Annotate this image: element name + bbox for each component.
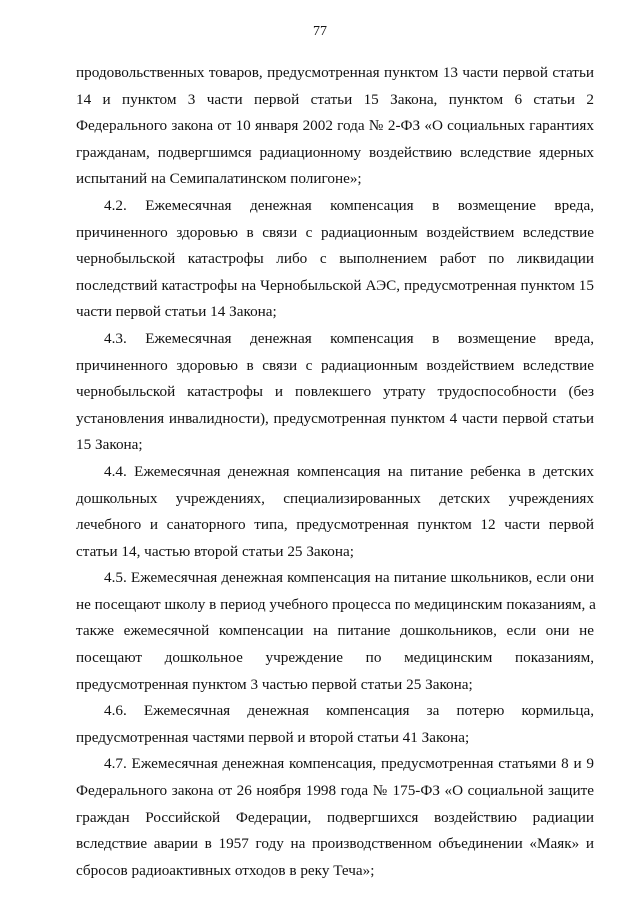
text-line: Федерального закона от 26 ноября 1998 года № 175-ФЗ «О социальной защите [76, 782, 594, 800]
document-body [76, 60, 594, 884]
text-line: причиненного здоровью в связи с радиационным воздействием вследствие [76, 356, 594, 374]
paragraph-4-2 [76, 193, 594, 326]
page-number: 77 [313, 24, 327, 39]
text-line: гражданам, подвергшимся радиационному воздействию вследствие ядерных [76, 143, 594, 161]
text-line: 4.3. Ежемесячная денежная компенсация в возмещение вреда, [104, 329, 594, 347]
text-line: 4.5. Ежемесячная денежная компенсация на питание школьников, если они [104, 569, 594, 587]
text-line: дошкольных учреждениях, специализированных детских учреждениях [76, 489, 594, 507]
text-line: 4.7. Ежемесячная денежная компенсация, предусмотренная статьями 8 и 9 [104, 755, 594, 773]
text-line: 14 и пунктом 3 части первой статьи 15 Закона, пунктом 6 статьи 2 [76, 90, 594, 108]
text-line: не посещают школу в период учебного процесса по медицинским показаниям, а [76, 595, 596, 613]
paragraph-4-5 [76, 565, 594, 698]
text-line: испытаний на Семипалатинском полигоне»; [76, 170, 362, 188]
paragraph-continuation [76, 60, 594, 193]
text-line: 4.4. Ежемесячная денежная компенсация на питание ребенка в детских [104, 462, 594, 480]
text-line: чернобыльской катастрофы и повлекшего утрату трудоспособности (без [76, 383, 594, 401]
text-line: продовольственных товаров, предусмотренная пунктом 13 части первой статьи [76, 64, 594, 81]
text-line: статьи 14, частью второй статьи 25 Закона; [76, 542, 354, 560]
text-line: причиненного здоровью в связи с радиационным воздействием вследствие [76, 223, 594, 241]
text-line: сбросов радиоактивных отходов в реку Теча»; [76, 861, 375, 879]
text-line: посещают дошкольное учреждение по медицинским показаниям, [76, 649, 594, 667]
text-line: лечебного и санаторного типа, предусмотренная пунктом 12 части первой [76, 516, 594, 534]
text-line: 4.2. Ежемесячная денежная компенсация в возмещение вреда, [104, 196, 594, 214]
text-line: предусмотренная пунктом 3 частью первой статьи 25 Закона; [76, 675, 473, 693]
text-line: последствий катастрофы на Чернобыльской АЭС, предусмотренная пунктом 15 [76, 276, 594, 294]
paragraph-4-6 [76, 698, 594, 751]
paragraph-4-4 [76, 459, 594, 565]
text-line: предусмотренная частями первой и второй статьи 41 Закона; [76, 728, 470, 746]
text-line: чернобыльской катастрофы либо с выполнением работ по ликвидации [76, 250, 594, 268]
paragraph-4-7 [76, 751, 594, 884]
text-line: Федерального закона от 10 января 2002 года № 2-ФЗ «О социальных гарантиях [76, 117, 594, 135]
text-line: также ежемесячной компенсации на питание дошкольников, если они не [76, 622, 594, 640]
text-line: вследствие аварии в 1957 году на производственном объединении «Маяк» и [76, 835, 594, 853]
text-line: 4.6. Ежемесячная денежная компенсация за потерю кормильца, [104, 702, 594, 720]
text-line: установления инвалидности), предусмотренная пунктом 4 части первой статьи [76, 409, 594, 427]
text-line: 15 Закона; [76, 436, 143, 454]
paragraph-4-3 [76, 326, 594, 459]
text-line: граждан Российской Федерации, подвергшихся воздействию радиации [76, 808, 594, 826]
text-line: части первой статьи 14 Закона; [76, 303, 277, 321]
